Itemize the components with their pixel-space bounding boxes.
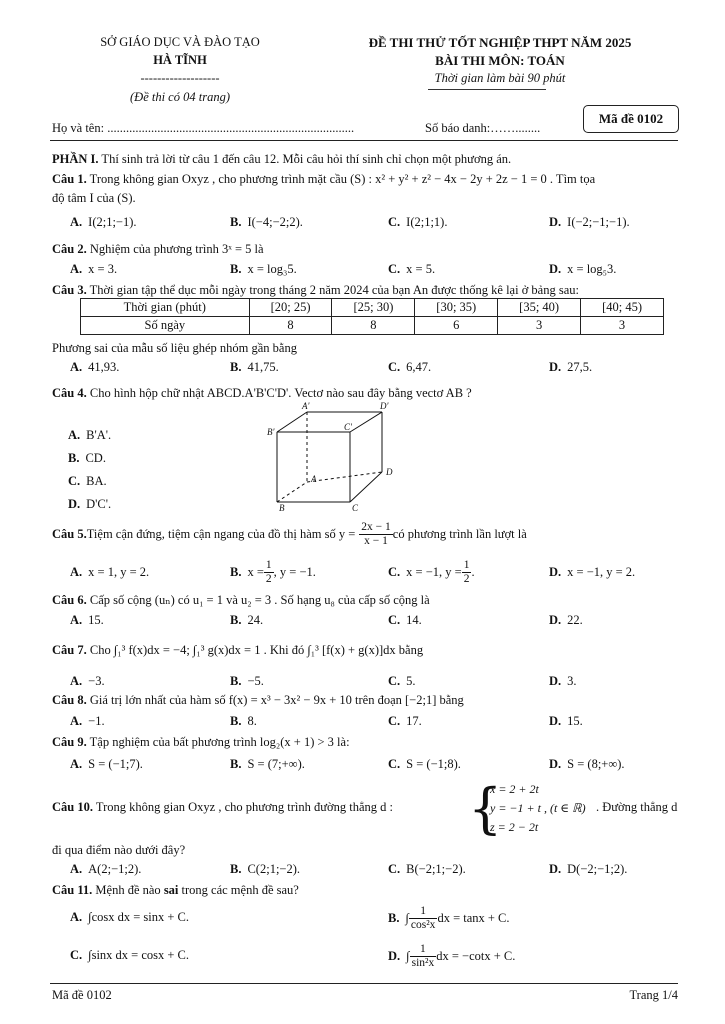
q5-fraction <box>359 521 393 548</box>
edge-ad <box>307 472 382 482</box>
q11-d-num: 1 <box>410 943 437 957</box>
q9-option-d[interactable]: D. S = (8;+∞). <box>549 757 625 771</box>
q4-option-b[interactable]: B. CD. <box>68 451 106 465</box>
q3-b-text: 41,75. <box>247 360 279 374</box>
q2-option-d[interactable]: D. x = log₅3. <box>549 262 617 276</box>
q9-a-text: S = (−1;7). <box>88 757 143 771</box>
question-5 <box>52 517 527 551</box>
q5-c-num: 1 <box>463 558 470 571</box>
q6-d-text: 22. <box>567 613 583 627</box>
q1-a-text: I(2;1;−1). <box>88 215 137 229</box>
q2-a-text: x = 3. <box>88 262 118 276</box>
q1-option-c[interactable]: C. I(2;1;1). <box>388 215 448 229</box>
q6-b-text: 24. <box>247 613 264 627</box>
q11-option-a[interactable]: A. ∫cosx dx = sinx + C. <box>70 910 190 924</box>
q5-a-text: x = 1, y = 2. <box>88 564 150 579</box>
q8-option-d[interactable]: D. 15. <box>549 714 583 728</box>
q10-option-c[interactable]: C. B(−2;1;−2). <box>388 862 466 876</box>
q9-d-text: S = (8;+∞). <box>567 757 625 771</box>
cuboid-figure <box>262 400 412 512</box>
q8-text: Giá trị lớn nhất của hàm số f(x) = x³ − 3x² − 9x + 10 trên đoạn [−2;1] bằng <box>86 693 464 707</box>
q11-option-d[interactable]: D. ∫ $\frac{1}{\text{sin²x}}$ dx = −cotx + C. <box>388 942 516 969</box>
exam-title: ĐỀ THI THỬ TỐT NGHIỆP THPT NĂM 2025 <box>368 35 632 50</box>
q4-option-c[interactable]: C. BA. <box>68 474 107 488</box>
q3-text: Thời gian tập thể dục mỗi ngày trong tháng 2 năm 2024 của bạn An được thống kê lại ở bảng sau: <box>86 283 579 297</box>
label-a: A <box>311 474 317 484</box>
q7-num: Câu 7. <box>52 643 87 657</box>
q3-d-text: 27,5. <box>567 360 593 374</box>
table-cell: 8 <box>249 317 332 335</box>
q11-b-post: dx = tanx + C. <box>437 910 510 925</box>
edge-ba <box>277 482 307 502</box>
part1-heading <box>52 152 511 167</box>
q11-text-post: trong các mệnh đề sau? <box>178 883 299 897</box>
q5-c-fraction <box>462 558 475 586</box>
q8-option-a[interactable]: A. −1. <box>70 714 105 728</box>
exam-subject: BÀI THI MÔN: TOÁN <box>435 53 565 68</box>
exam-code-box <box>583 105 679 133</box>
question-2 <box>52 242 264 257</box>
q8-option-c[interactable]: C. 17. <box>388 714 422 728</box>
student-number-field[interactable]: Số báo danh:……........ <box>425 121 541 135</box>
q5-b-fraction <box>264 559 274 586</box>
q5-b-num: 1 <box>265 558 272 571</box>
page-count-note: (Đề thi có 04 trang) <box>130 90 230 104</box>
q8-a-text: −1. <box>88 714 105 728</box>
q1-option-a[interactable]: A. I(2;1;−1). <box>70 215 137 229</box>
q7-b-text: −5. <box>247 674 264 688</box>
q7-a-text: −3. <box>88 674 105 688</box>
table-row <box>81 317 664 335</box>
edge-c1d1 <box>350 412 382 432</box>
question-6 <box>52 592 430 608</box>
q10-text: Trong không gian Oxyz , cho phương trình đường thẳng d : <box>92 800 394 814</box>
header-divider <box>50 140 678 141</box>
q11-option-b[interactable]: B. ∫ $\frac{1}{\text{cos²x}}$ dx = tanx + C. <box>388 904 510 931</box>
q3-num: Câu 3. <box>52 283 87 297</box>
q10-text-tail: . Đường thẳng d <box>596 800 678 814</box>
q11-d-post: dx = −cotx + C. <box>436 948 516 963</box>
q3-option-d[interactable]: D. 27,5. <box>549 360 593 374</box>
q5-b-pre: x = <box>247 564 264 579</box>
q7-c-text: 5. <box>406 674 416 688</box>
q11-b-den: cos²x <box>410 918 436 931</box>
q8-b-text: 8. <box>247 714 257 728</box>
q8-option-b[interactable]: B. 8. <box>230 714 257 728</box>
system-brace: { <box>468 777 503 840</box>
q4-a-text: B'A'. <box>86 428 112 442</box>
q3-option-b[interactable]: B. 41,75. <box>230 360 279 374</box>
q4-option-d[interactable]: D. D'C'. <box>68 497 112 511</box>
q11-c-text: ∫sinx dx = cosx + C. <box>88 948 190 962</box>
question-10 <box>52 800 393 815</box>
q10-option-a[interactable]: A. A(2;−1;2). <box>70 862 142 876</box>
q5-text2: có phương trình lần lượt là <box>392 526 527 541</box>
question-8 <box>52 693 464 708</box>
q10-system-line3: z = 2 − 2t <box>490 820 539 834</box>
q4-d-text: D'C'. <box>86 497 112 511</box>
q1-b-text: I(−4;−2;2). <box>247 215 303 229</box>
question-3-cont: Phương sai của mẫu số liệu ghép nhóm gần bằng <box>52 341 297 355</box>
q1-text: Trong không gian Oxyz , cho phương trình mặt cầu (S) : x² + y² + z² − 4x − 2y + 2z − 1 = 0 . Tìm tọa <box>86 172 596 186</box>
q9-option-a[interactable]: A. S = (−1;7). <box>70 757 143 771</box>
q9-c-text: S = (−1;8). <box>406 757 461 771</box>
q7-option-a[interactable]: A. −3. <box>70 674 105 688</box>
q3-option-a[interactable]: A. 41,93. <box>70 360 120 374</box>
exam-duration: Thời gian làm bài 90 phút <box>434 71 566 85</box>
q11-num: Câu 11. <box>52 883 93 897</box>
q5-c-post: . <box>471 564 475 579</box>
q10-option-d[interactable]: D. D(−2;−1;2). <box>549 862 628 876</box>
footer-divider <box>50 983 678 984</box>
q9-option-c[interactable]: C. S = (−1;8). <box>388 757 461 771</box>
table-cell: [35; 40) <box>498 299 581 317</box>
footer-page-number: Trang 1/4 <box>629 988 678 1002</box>
q7-text: Cho ∫₁³ f(x)dx = −4; ∫₁³ g(x)dx = 1 . Khi đó ∫₁³ [f(x) + g(x)]dx bằng <box>86 643 424 657</box>
q10-num: Câu 10. <box>52 800 93 814</box>
q11-a-text: ∫cosx dx = sinx + C. <box>88 910 190 924</box>
q5-option-a[interactable]: A. x = 1, y = 2. <box>70 564 150 579</box>
q9-b-text: S = (7;+∞). <box>247 757 305 771</box>
q1-option-b[interactable]: B. I(−4;−2;2). <box>230 215 303 229</box>
q1-c-text: I(2;1;1). <box>406 215 448 229</box>
q2-b-text: x = log₃5. <box>247 262 297 276</box>
q4-text: Cho hình hộp chữ nhật ABCD.A'B'C'D'. Vectơ nào sau đây bằng vectơ AB ? <box>86 386 472 400</box>
q5-text: Tiệm cận đứng, tiệm cận ngang của đồ thị hàm số y = <box>86 526 356 541</box>
q10-system-line2: y = −1 + t , (t ∈ ℝ) <box>490 801 586 815</box>
q5-d-text: x = −1, y = 2. <box>567 564 636 579</box>
province-name: HÀ TĨNH <box>153 53 207 67</box>
q2-text: Nghiệm của phương trình 3ˣ = 5 là <box>86 242 264 256</box>
q6-text: Cấp số cộng (uₙ) có u₁ = 1 và u₂ = 3 . Số hạng u₈ của cấp số cộng là <box>86 593 430 607</box>
question-9 <box>52 735 350 750</box>
q10-system-line1: x = 2 + 2t <box>490 782 539 796</box>
q5-b-post: , y = −1. <box>273 564 316 579</box>
q7-option-d[interactable]: D. 3. <box>549 674 577 688</box>
question-1 <box>52 172 595 187</box>
q1-num: Câu 1. <box>52 172 87 186</box>
question-7 <box>52 643 423 658</box>
q4-option-a[interactable]: A. B'A'. <box>68 428 112 442</box>
q3-option-c[interactable]: C. 6,47. <box>388 360 432 374</box>
q2-d-text: x = log₅3. <box>567 262 617 276</box>
q5-option-d[interactable]: D. x = −1, y = 2. <box>549 564 636 579</box>
q2-option-a[interactable]: A. x = 3. <box>70 262 118 276</box>
q9-num: Câu 9. <box>52 735 87 749</box>
table-cell: [40; 45) <box>581 299 664 317</box>
q5-num: Câu 5. <box>52 526 87 541</box>
q1-d-text: I(−2;−1;−1). <box>567 215 630 229</box>
q5-option-b[interactable]: B. x = $\frac{1}{2}$ , y = −1. <box>230 558 316 585</box>
q7-option-b[interactable]: B. −5. <box>230 674 264 688</box>
q5-frac-den: x − 1 <box>364 534 388 547</box>
dept-name: SỞ GIÁO DỤC VÀ ĐÀO TẠO <box>100 35 260 49</box>
edge-cd <box>350 472 382 502</box>
q1-option-d[interactable]: D. I(−2;−1;−1). <box>549 215 630 229</box>
q3-c-text: 6,47. <box>406 360 432 374</box>
q10-c-text: B(−2;1;−2). <box>406 862 466 876</box>
q8-c-text: 17. <box>406 714 422 728</box>
table-cell: 3 <box>581 317 664 335</box>
q11-text-bold: sai <box>163 883 179 897</box>
footer-exam-code: Mã đề 0102 <box>52 988 112 1002</box>
table-cell: 3 <box>498 317 581 335</box>
q10-a-text: A(2;−1;2). <box>88 862 142 876</box>
q6-option-c[interactable]: C. 14. <box>388 613 422 627</box>
q11-b-num: 1 <box>409 905 438 919</box>
q6-option-d[interactable]: D. 22. <box>549 613 583 627</box>
table-cell: [20; 25) <box>249 299 332 317</box>
q8-d-text: 15. <box>567 714 583 728</box>
part1-desc: Thí sinh trả lời từ câu 1 đến câu 12. Mỗi câu hỏi thí sinh chỉ chọn một phương án. <box>98 152 512 166</box>
q7-d-text: 3. <box>567 674 577 688</box>
label-d: D <box>386 467 393 477</box>
q9-text: Tập nghiệm của bất phương trình log₂(x + 1) > 3 là: <box>86 735 350 749</box>
q11-d-pre: ∫ <box>406 948 410 963</box>
q2-option-c[interactable]: C. x = 5. <box>388 262 436 276</box>
table-cell: [30; 35) <box>415 299 498 317</box>
label-b1: B' <box>267 427 275 437</box>
header-dashes: ------------------- <box>140 71 220 85</box>
table-cell: Thời gian (phút) <box>81 299 250 317</box>
q6-option-b[interactable]: B. 24. <box>230 613 264 627</box>
question-10-cont: đi qua điểm nào dưới đây? <box>52 843 186 857</box>
q11-option-c[interactable]: C. ∫sinx dx = cosx + C. <box>70 948 190 962</box>
label-b: B <box>279 503 285 512</box>
q2-num: Câu 2. <box>52 242 87 256</box>
q11-b-fraction <box>409 905 438 932</box>
duration-underline <box>428 89 546 90</box>
q2-option-b[interactable]: B. x = log₃5. <box>230 262 297 276</box>
label-c1: C' <box>344 422 352 432</box>
q10-b-text: C(2;1;−2). <box>247 862 301 876</box>
label-d1: D' <box>380 401 389 411</box>
q6-c-text: 14. <box>406 613 422 627</box>
q5-frac-num: 2x − 1 <box>361 520 391 533</box>
edge-b1a1 <box>277 412 307 432</box>
question-11 <box>52 883 299 898</box>
q10-option-b[interactable]: B. C(2;1;−2). <box>230 862 301 876</box>
q3-a-text: 41,93. <box>88 360 120 374</box>
part1-title: PHẦN I. <box>52 152 99 166</box>
q6-option-a[interactable]: A. 15. <box>70 613 104 627</box>
q9-option-b[interactable]: B. S = (7;+∞). <box>230 757 305 771</box>
q4-b-text: CD. <box>85 451 106 465</box>
q7-option-c[interactable]: C. 5. <box>388 674 416 688</box>
q4-c-text: BA. <box>86 474 107 488</box>
exam-code: Mã đề 0102 <box>598 111 664 126</box>
frequency-table <box>80 298 664 335</box>
q4-num: Câu 4. <box>52 386 87 400</box>
table-row <box>81 299 664 317</box>
q11-d-den: sin²x <box>411 956 435 969</box>
student-name-field[interactable]: Họ và tên: ............................................................................... <box>52 121 355 135</box>
q5-option-c[interactable]: C. x = −1, y = $\frac{1}{2}$ . <box>388 558 475 585</box>
q11-d-fraction <box>410 943 437 970</box>
question-1-cont: độ tâm I của (S). <box>52 191 136 205</box>
q8-num: Câu 8. <box>52 693 87 707</box>
question-3 <box>52 283 579 298</box>
q10-d-text: D(−2;−1;2). <box>567 862 628 876</box>
table-cell: 8 <box>332 317 415 335</box>
q6-a-text: 15. <box>88 613 104 627</box>
q11-text-pre: Mệnh đề nào <box>92 883 164 897</box>
q6-num: Câu 6. <box>52 593 87 607</box>
q5-b-den: 2 <box>265 572 272 585</box>
q5-c-den: 2 <box>463 572 470 585</box>
table-cell: [25; 30) <box>332 299 415 317</box>
label-a1: A' <box>302 401 310 411</box>
q5-c-pre: x = −1, y = <box>406 564 462 579</box>
question-4 <box>52 386 472 401</box>
table-cell: Số ngày <box>81 317 250 335</box>
label-c: C <box>352 503 359 512</box>
q11-b-pre: ∫ <box>405 910 409 925</box>
table-cell: 6 <box>415 317 498 335</box>
q2-c-text: x = 5. <box>406 262 436 276</box>
